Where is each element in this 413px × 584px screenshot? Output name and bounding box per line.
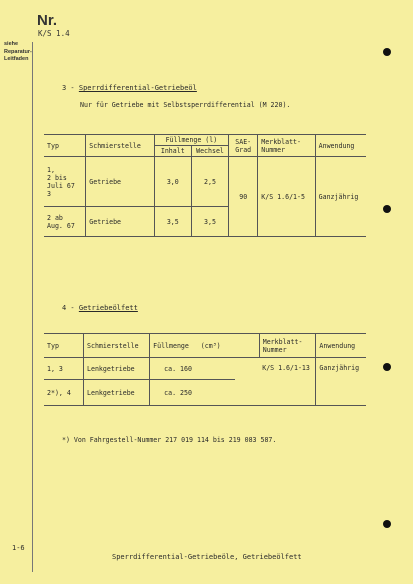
page-footer: Sperrdifferential-Getriebeöle, Getriebeölfett <box>112 553 302 561</box>
sidebar-note-line: siehe <box>4 41 19 47</box>
document-code: K/S 1.4 <box>38 29 70 38</box>
section3-heading: Sperrdifferential-Getriebeöl <box>78 84 197 92</box>
binder-hole-icon <box>383 363 391 371</box>
cell-typ-line: 2 ab <box>47 213 63 222</box>
spacer-cell <box>235 334 259 358</box>
binder-hole-icon <box>383 205 391 213</box>
sidebar-note-line: Leitfaden <box>4 56 29 62</box>
col-anwendung: Anwendung <box>315 135 366 157</box>
section4-heading: Getriebeölfett <box>78 304 138 312</box>
col-sae <box>229 135 258 157</box>
section3-table <box>44 134 366 237</box>
cell-typ <box>44 157 86 207</box>
section3-title <box>62 84 197 92</box>
col-sae-line: Grad <box>235 145 252 154</box>
cell-typ <box>44 207 86 237</box>
cell-wechsel: 2,5 <box>191 157 228 207</box>
sidebar-note-line: Reparatur- <box>4 48 32 55</box>
col-merkblatt-line: Nummer <box>262 345 287 354</box>
cell-typ-line: Juli 67 <box>47 181 75 190</box>
section3-number: 3 - <box>62 84 79 92</box>
cell-typ-line: 2 bis <box>47 173 67 182</box>
cell-wechsel: 3,5 <box>191 207 228 237</box>
col-anwendung: Anwendung <box>316 334 366 358</box>
footnote: *) Von Fahrgestell-Nummer 217 019 114 bis 219 083 587. <box>62 436 277 444</box>
binder-hole-icon <box>383 48 391 56</box>
col-merkblatt-line: Merkblatt- <box>261 137 301 146</box>
col-fuellmenge: Füllmenge (l) <box>154 135 228 146</box>
section3-subtitle: Nur für Getriebe mit Selbstsperrdifferential (M 220). <box>80 101 291 109</box>
cell-schmierstelle: Lenkgetriebe <box>84 358 150 380</box>
sidebar-note <box>4 41 32 64</box>
cell-merkblatt: K/S 1.6/1-5 <box>258 157 315 237</box>
col-merkblatt-line: Merkblatt- <box>262 337 303 346</box>
cell-anwendung: Ganzjährig <box>316 358 366 406</box>
nr-label: Nr. <box>37 12 58 29</box>
cell-typ-line: 1, <box>47 165 55 174</box>
col-fuellmenge-label: Füllmenge <box>153 341 189 350</box>
table-row <box>44 358 366 380</box>
section4-title <box>62 304 138 312</box>
cell-schmierstelle: Getriebe <box>86 157 154 207</box>
col-fuellmenge-unit: (cm³) <box>200 341 221 350</box>
cell-inhalt: 3,5 <box>154 207 191 237</box>
cell-schmierstelle: Getriebe <box>86 207 154 237</box>
cell-typ: 1, 3 <box>44 358 84 380</box>
section4-number: 4 - <box>62 304 79 312</box>
cell-typ-line: Aug. 67 <box>47 221 75 230</box>
cell-anwendung: Ganzjährig <box>315 157 366 237</box>
col-schmierstelle: Schmierstelle <box>86 135 154 157</box>
table-header-row <box>44 334 366 358</box>
spacer-cell <box>235 380 259 406</box>
cell-typ: 2*), 4 <box>44 380 84 406</box>
page-number: 1-6 <box>12 544 25 552</box>
cell-schmierstelle: Lenkgetriebe <box>84 380 150 406</box>
cell-merkblatt: K/S 1.6/1-13 <box>259 358 316 406</box>
table-header-row <box>44 135 366 146</box>
margin-rule <box>32 42 33 572</box>
col-inhalt: Inhalt <box>154 146 191 157</box>
cell-fuellmenge: ca. 160 <box>150 358 235 380</box>
col-typ: Typ <box>44 334 84 358</box>
cell-fuellmenge: ca. 250 <box>150 380 235 406</box>
col-merkblatt <box>258 135 315 157</box>
col-wechsel: Wechsel <box>191 146 228 157</box>
col-merkblatt-line: Nummer <box>261 145 286 154</box>
cell-sae: 90 <box>229 157 258 237</box>
binder-hole-icon <box>383 520 391 528</box>
col-sae-line: SAE- <box>235 137 252 146</box>
section4-table <box>44 333 366 406</box>
col-schmierstelle: Schmierstelle <box>84 334 150 358</box>
col-fuellmenge <box>150 334 235 358</box>
table-row <box>44 157 366 207</box>
col-typ: Typ <box>44 135 86 157</box>
col-merkblatt <box>259 334 316 358</box>
cell-inhalt: 3,0 <box>154 157 191 207</box>
cell-typ-line: 3 <box>47 189 51 198</box>
spacer-cell <box>235 358 259 380</box>
